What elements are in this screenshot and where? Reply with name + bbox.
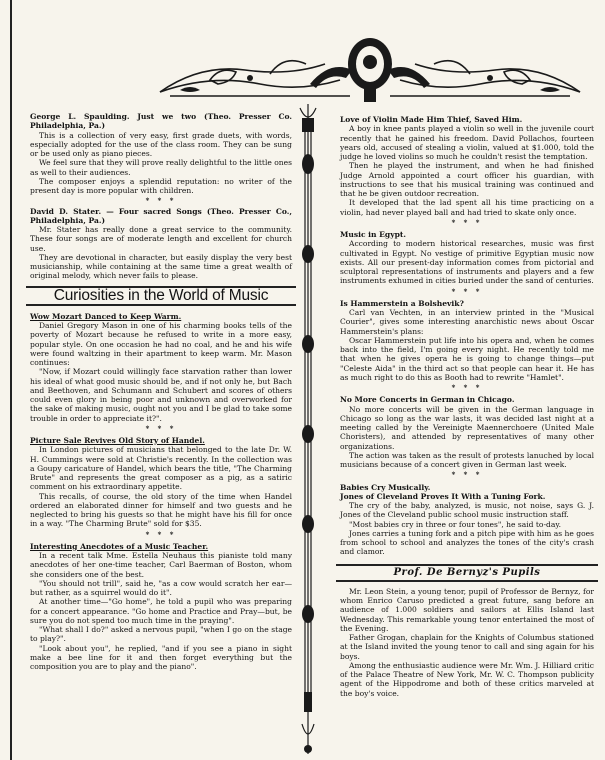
paragraph: The cry of the baby, analyzed, is music, not noise, says G. J. Jones of the Cleveland public school music instruction staff. [340,501,594,520]
article-heading-egypt: Music in Egypt. [340,230,406,239]
article-heading-mozart: Wow Mozart Danced to Keep Warm. [30,311,182,321]
paragraph: According to modern historical researches, music was first cultivated in Egypt. No vestige of primitive Egyptian music now exists. All our present-day information comes from pictorial and sculptoral representations of instruments and players and a few instruments exhumed in cities buried under the sand of centuries. [340,239,594,286]
paragraph: Father Grogan, chaplain for the Knights of Columbus stationed at the Island invited the young tenor to call and sing again for his boys. [340,633,594,661]
paragraph: Mr. Leon Stein, a young tenor, pupil of Professor de Bernyz, for whom Enrico Caruso predicted a great future, sang before an audience of 1.000 soldiers and sailors at Ellis Island last Wednesday. This remarkable young tenor entertained the most of the Evening. [340,586,594,633]
section-title: Curiosities in the World of Music [53,286,269,304]
paragraph: "Now, if Mozart could willingly face starvation rather than lower his ideal of what good music should be, and if not only he, but Bach and Beethoven, and Schumann and Schubert and scores of others could even glory in being poor and unknown and overworked for the sake of making music, ought not you and I be glad to take some trouble in order to appreciate it?". [30,367,292,423]
paragraph: No more concerts will be given in the German language in Chicago so long as the war lasts, it was decided last night at a meeting called by the Vereinigte Maennerchoere (United Male Choristers), and attended by representatives of many other organizations. [340,404,594,451]
article-heading-german: No More Concerts in German in Chicago. [340,395,515,405]
left-column [30,112,292,671]
article-egypt [340,239,594,285]
section-title-box [26,286,296,306]
article-subheading-babies: Jones of Cleveland Proves It With a Tuning Fork. [340,491,546,501]
paragraph: We feel sure that they will prove really delightful to the little ones as well to their audiences. [30,158,292,177]
article-violin [340,124,594,217]
paragraph: A boy in knee pants played a violin so well in the juvenile court recently that he gained his freedom. David Pollachos, fourteen years old, accused of stealing a violin, valued at $1.000, told the judge he loved violins so much he couldn't resist the temptation. [340,124,594,161]
separator-stars: * * * [451,217,483,227]
paragraph: George L. Spaulding. Just we two (Theo. Presser Co. Philadelphia, Pa.) [30,112,292,131]
article-mozart [30,321,292,423]
article-heading-teacher: Interesting Anecdotes of a Music Teacher. [30,541,209,551]
separator-stars: * * * [451,470,483,480]
paragraph: At another time—"Go home", he told a pupil who was preparing for a concert appearance. "Go home and Practice and Pray—but, be sure you do not spend too much time in the praying". [30,597,292,625]
separator-stars: * * * [145,423,177,433]
paragraph: The composer enjoys a splendid reputation: no writer of the present day is more popular with children. [30,176,292,195]
paragraph: "What shall I do?" asked a nervous pupil, "when I go on the stage to play?". [30,625,292,644]
paragraph: Oscar Hammerstein put life into his opera and, when he comes back into the field, I'm going every night. He recently told me that when he gives opera he is going to change things—put "Celeste Aida" in the third act so that people can hear it. He has as much right to do this as Booth had to rewrite "Hamlet". [340,335,594,382]
pupils-title: Prof. De Bernyz's Pupils [393,566,541,578]
article-pupils [340,587,594,698]
paragraph: Jones carries a tuning fork and a pitch pipe with him as he goes from school to school and analyzes the tones of the city's crash and clamor. [340,528,594,557]
paragraph: Mr. Stater has really done a great service to the community. These four songs are of moderate length and excellent for church use. [30,225,292,253]
paragraph: In London pictures of musicians that belonged to the late Dr. W. H. Cummings were sold at Christie's recently. In the collection was a Goupy caricature of Handel, which bears the title, "The Charming Brute" and represents the great composer as a pig, as a satiric comment on his extraordinary appetite. [30,445,292,492]
right-column [340,112,594,698]
paragraph: David D. Stater. — Four sacred Songs (Theo. Presser Co., Philadelphia, Pa.) [30,206,292,225]
paragraph: In a recent talk Mme. Estella Neuhaus this pianiste told many anecdotes of her one-time teacher, Carl Baerman of Boston, whom she considers one of the best. [30,551,292,579]
paragraph: This recalls, of course, the old story of the time when Handel ordered an elaborated dinner for himself and two guests and he neglected to bring his guests so that he might have his fill for once in a way. "The Charming Brute" sold for $35. [30,491,292,529]
paragraph: Among the enthusiastic audience were Mr. Wm. J. Hilliard critic of the Palace Theatre of New York, Mr. W. C. Thompson publicity agent of the Hippodrome and both of these critics marveled at the boy's voice. [340,660,594,698]
pupils-title-box [336,564,598,582]
art-nouveau-header-ornament [150,34,590,102]
article-heading-violin: Love of Violin Made Him Thief, Saved Him. [340,115,523,124]
paragraph: They are devotional in character, but easily display the very best musicianship, while containing at the same time a great wealth of original melody, which never fails to please. [30,252,292,281]
article-heading-bolshevik: Is Hammerstein a Bolshevik? [340,298,464,308]
separator-stars: * * * [451,383,483,392]
paragraph: This is a collection of very easy, first grade duets, with words, especially adopted for the use of the class room. They can be sung or be used only as piano pieces. [30,130,292,158]
article-german [340,405,594,470]
article-bolshevik [340,308,594,382]
paragraph: The action was taken as the result of protests lanuched by local musicians because of a concert given in German last week. [340,450,594,469]
article-babies [340,501,594,557]
paragraph: It developed that the lad spent all his time practicing on a violin, had never played ball and had tried to skate only once. [340,198,594,217]
separator-stars: * * * [451,286,483,296]
separator-stars: * * * [145,529,177,539]
paragraph: Then he played the instrument, and when he had finished Judge Arnold appointed a court officer his guardian, with instructions to see that his musical training was continued and that he be given outdoor recreation. [340,161,594,198]
article-heading-babies: Babies Cry Musically. [340,482,431,492]
paragraph: "Look about you", he replied, "and if you see a piano in sight make a bee line for it and then forget everything but the composition you are to play and the piano". [30,643,292,671]
separator-stars: * * * [145,196,177,206]
paragraph: Carl van Vechten, in an interview printed in the "Musical Courier", gives some interesting anarchistic news about Oscar Hammerstein's plans: [340,308,594,336]
paragraph: Daniel Gregory Mason in one of his charming books tells of the poverty of Mozart because he refused to write in a more easy, popular style. On one occasion he had no coal, and he and his wife were found waltzing in their apartment to keep warm. Mr. Mason continues: [30,321,292,367]
paragraph: "Most babies cry in three or four tones", he said to-day. [349,519,562,529]
page-edge-rule [10,0,12,760]
ornamental-column-divider [296,104,320,754]
article-heading-handel: Picture Sale Revives Old Story of Handel. [30,436,205,445]
paragraph: "You should not trill", said he, "as a cow would scratch her ear—but rather, as a squirrel would do it". [30,578,292,597]
article-handel [30,445,292,528]
article-teacher [30,551,292,671]
